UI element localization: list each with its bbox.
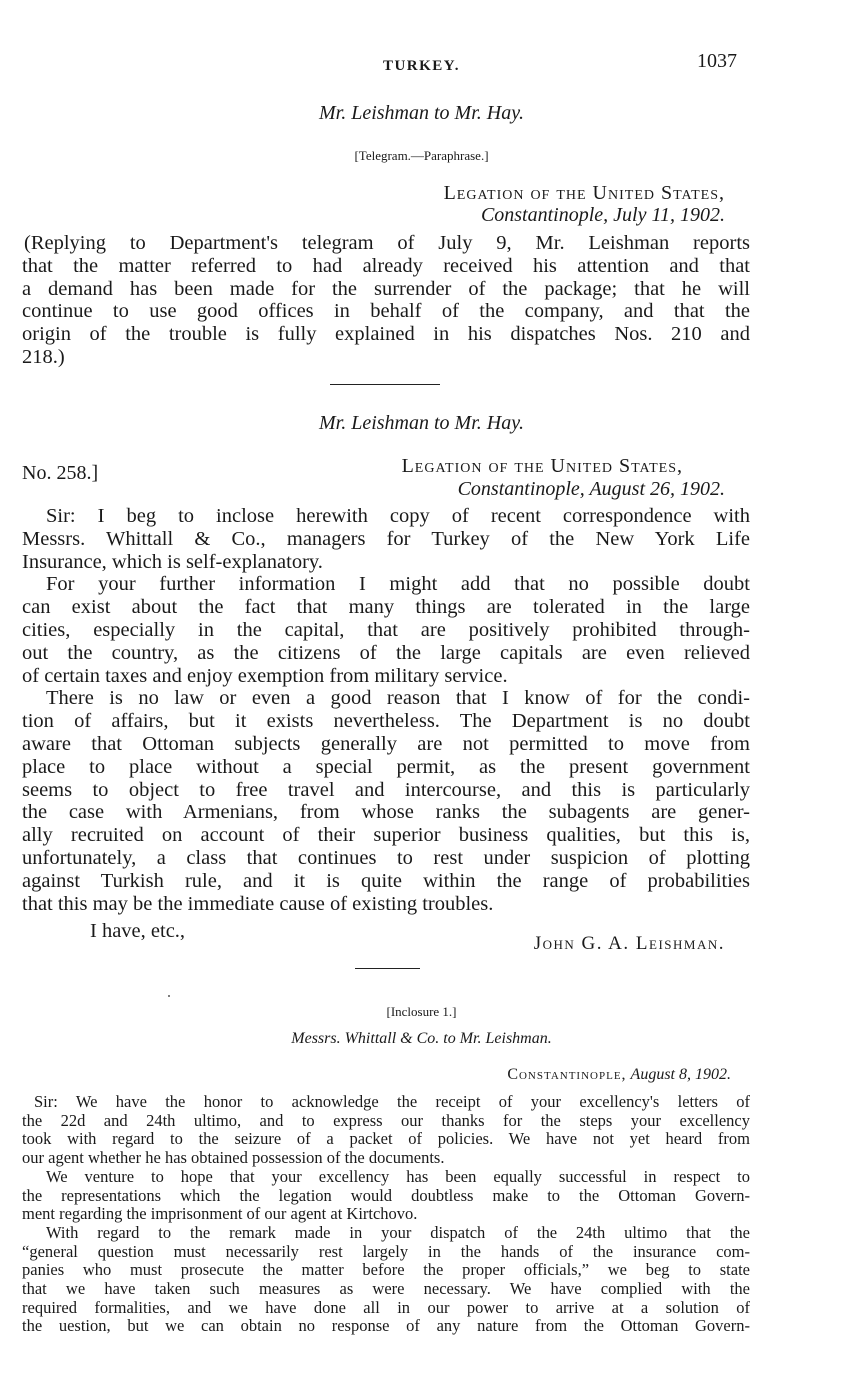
doc2-p3-line: seems to object to free travel and intercourse, and this is particularly	[22, 778, 750, 801]
doc1-line: continue to use good offices in behalf of the company, and that the	[22, 300, 750, 323]
doc1-line: (Replying to Department's telegram of July 9, Mr. Leishman reports	[24, 232, 750, 254]
doc2-p3-line: that this may be the immediate cause of existing troubles.	[22, 892, 494, 915]
doc2-number: No. 258.]	[22, 462, 99, 484]
doc2-p3-line: place to place without a special permit, as the present government	[22, 755, 750, 778]
doc2-dateline: Constantinople, August 26, 1902.	[457, 478, 725, 500]
doc2-p3-line: against Turkish rule, and it is quite within the range of probabilities	[22, 869, 750, 892]
doc3-p2-line: the representations which the legation would doubtless make to the Ottoman Govern-	[22, 1185, 750, 1205]
doc1-legation: Legation of the United States,	[443, 182, 725, 204]
doc2-p2-line: of certain taxes and enjoy exemption from military service.	[22, 664, 508, 687]
doc3-p1-line: took with regard to the seizure of a packet of policies. We have not yet heard from	[22, 1129, 750, 1149]
doc3-p2-line: We venture to hope that your excellency has been equally successful in respect to	[46, 1166, 750, 1186]
doc3-dateline	[507, 1066, 731, 1084]
doc1-line: origin of the trouble is fully explained in his dispatches Nos. 210 and	[22, 323, 750, 346]
doc3-p3-line: “general question must necessarily rest largely in the hands of the insurance com-	[22, 1241, 750, 1261]
running-head: TURKEY.	[382, 58, 461, 74]
section-divider	[355, 968, 420, 969]
doc2-body	[22, 505, 750, 915]
doc3-date: August 8, 1902.	[630, 1066, 731, 1083]
doc2-p3-line: There is no law or even a good reason that I know of for the condi-	[46, 687, 750, 710]
doc3-p3-line: the uestion, but we can obtain no response of any nature from the Ottoman Govern-	[22, 1316, 750, 1336]
doc3-p3-line: panies who must prosecute the matter before the proper officials,” we beg to state	[22, 1260, 750, 1280]
doc2-p3-line: the case with Armenians, from whose ranks the subagents are gener-	[22, 801, 750, 824]
doc3-heading: Messrs. Whittall & Co. to Mr. Leishman.	[291, 1030, 552, 1047]
doc2-heading: Mr. Leishman to Mr. Hay.	[318, 412, 524, 434]
doc1-line: 218.)	[22, 345, 65, 368]
section-divider	[330, 384, 440, 385]
doc3-note: [Inclosure 1.]	[386, 1004, 457, 1019]
doc2-signature: John G. A. Leishman.	[533, 933, 725, 954]
doc3-p1-line: our agent whether he has obtained possession of the documents.	[22, 1148, 445, 1168]
doc2-legation: Legation of the United States,	[401, 455, 683, 477]
doc1-note: [Telegram.—Paraphrase.]	[354, 148, 489, 163]
doc1-line: a demand has been made for the surrender of the package; that he will	[22, 277, 750, 300]
doc2-p3-line: aware that Ottoman subjects generally are not permitted to move from	[22, 732, 750, 755]
doc2-closing: I have, etc.,	[90, 920, 186, 942]
doc2-p1-line: Messrs. Whittall & Co., managers for Turkey of the New York Life	[22, 527, 750, 550]
doc3-body	[22, 1093, 750, 1336]
doc2-p2-line: For your further information I might add that no possible doubt	[46, 573, 750, 596]
doc2-p2-line: cities, especially in the capital, that are positively prohibited through-	[22, 618, 750, 641]
doc1-heading: Mr. Leishman to Mr. Hay.	[318, 102, 524, 124]
page-number: 1037	[697, 50, 737, 72]
doc2-p1-line: Insurance, which is self-explanatory.	[22, 550, 323, 573]
doc1-line: that the matter referred to had already received his attention and that	[22, 254, 750, 277]
print-speck	[168, 995, 170, 997]
doc1-body	[22, 232, 750, 369]
doc3-p3-line: that we have taken such measures as were necessary. We have complied with the	[22, 1279, 750, 1299]
doc3-p3-line: With regard to the remark made in your dispatch of the 24th ultimo that the	[46, 1222, 750, 1242]
doc3-p3-line: required formalities, and we have done all in our power to arrive at a solution of	[22, 1297, 750, 1317]
doc3-place: Constantinople,	[507, 1066, 627, 1083]
doc3-p1-line: the 22d and 24th ultimo, and to express our thanks for the steps your excellency	[22, 1110, 750, 1130]
doc2-p1-line: Sir: I beg to inclose herewith copy of recent correspondence with	[46, 505, 750, 527]
doc2-p2-line: can exist about the fact that many things are tolerated in the large	[22, 596, 750, 619]
doc2-p3-line: ally recruited on account of their superior business qualities, but this is,	[22, 824, 750, 847]
doc2-p3-line: unfortunately, a class that continues to rest under suspicion of plotting	[22, 846, 750, 869]
doc2-p2-line: out the country, as the citizens of the large capitals are even relieved	[22, 641, 750, 664]
doc2-p3-line: tion of affairs, but it exists nevertheless. The Department is no doubt	[22, 710, 750, 733]
doc3-p1-line: Sir: We have the honor to acknowledge the receipt of your excellency's letters of	[34, 1092, 750, 1111]
doc3-p2-line: ment regarding the imprisonment of our agent at Kirtchovo.	[22, 1204, 418, 1224]
doc1-dateline: Constantinople, July 11, 1902.	[480, 204, 725, 226]
